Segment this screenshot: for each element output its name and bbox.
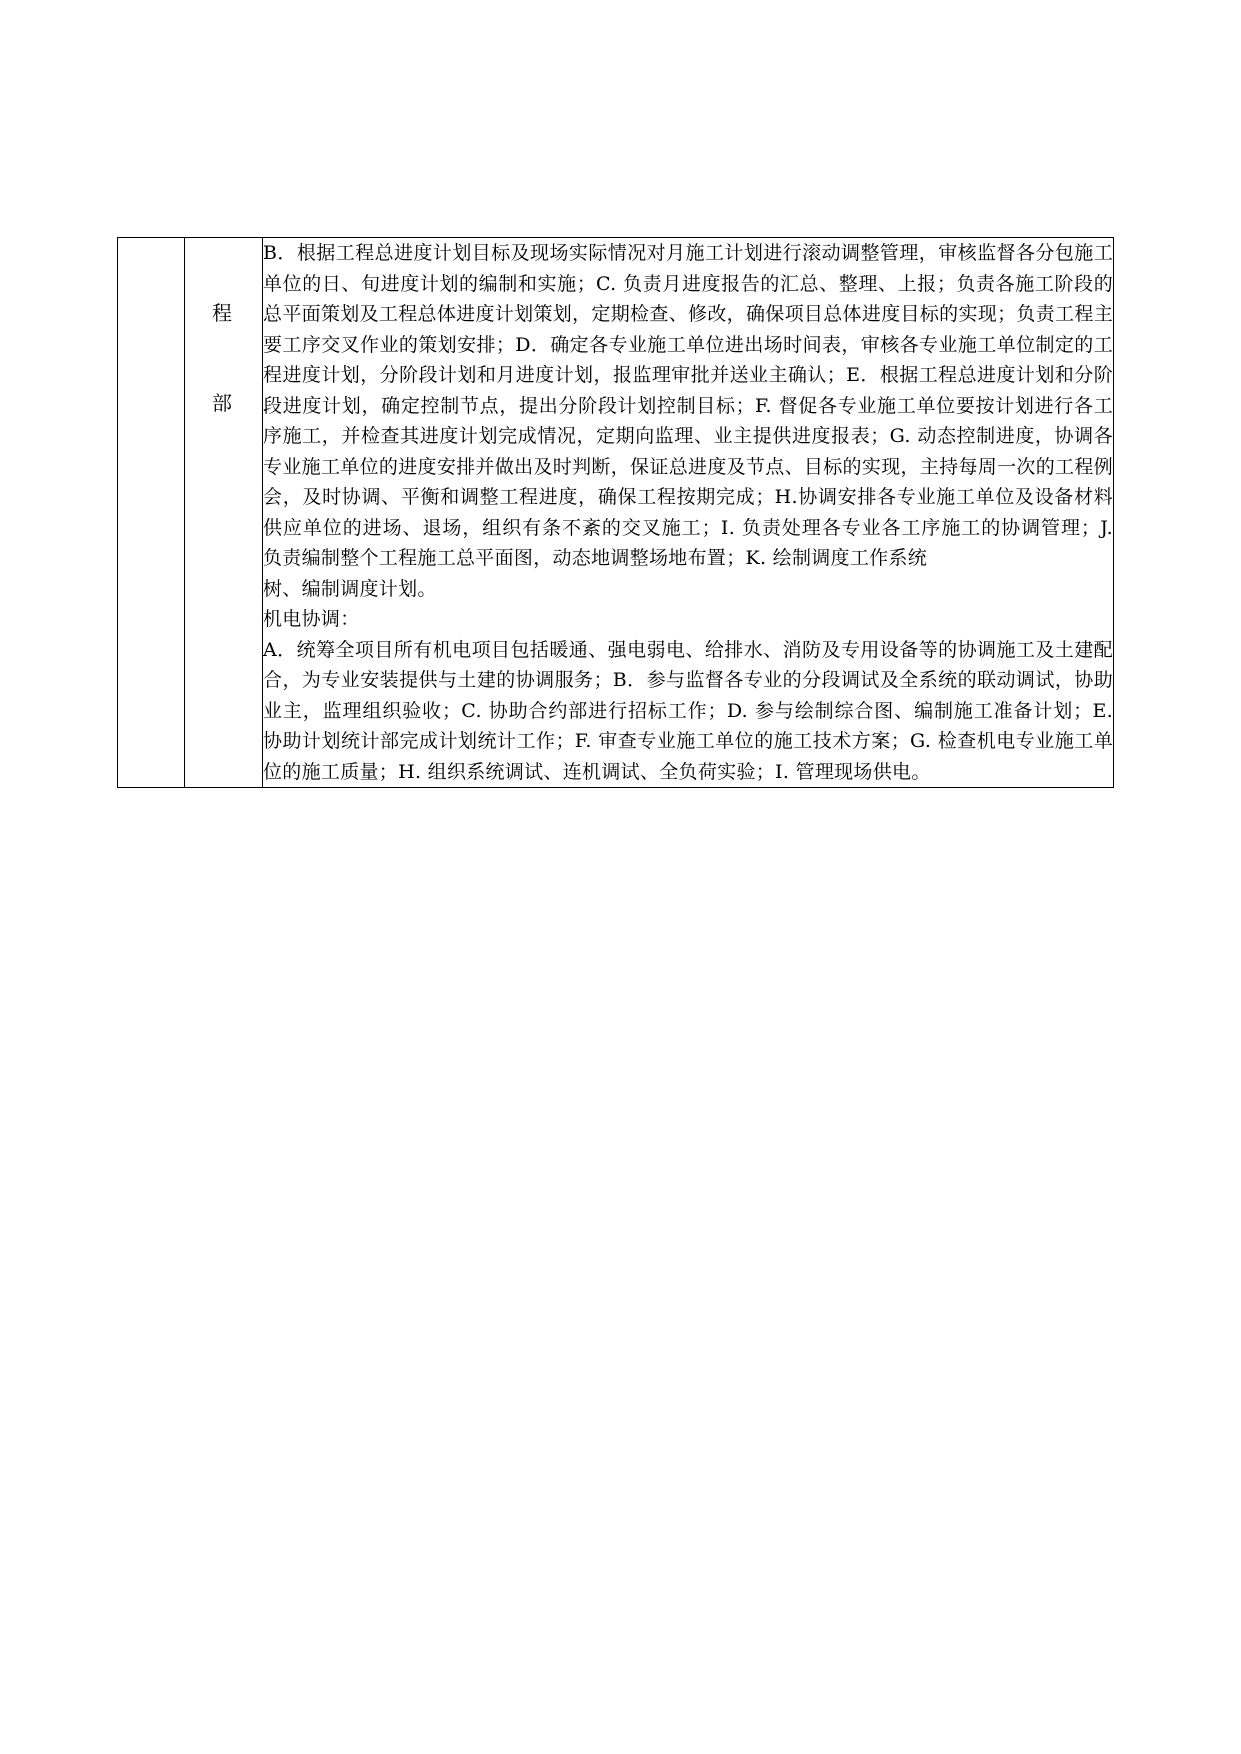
duties-paragraph: A．统筹全项目所有机电项目包括暖通、强电弱电、给排水、消防及专用设备等的协调施工及土建配合，为专业安装提供与土建的协调服务；B．参与监督各专业的分段调试及全系统的联动调试，协助业主，监理组织验收；C. 协助合约部进行招标工作；D. 参与绘制综合图、编制施工准备计划；E. 协助计划统计部完成计划统计工作；F. 审查专业施工单位的施工技术方案；G. 检查机电专业施工单位的施工质量；H. 组织系统调试、连机调试、全负荷实验；I. 管理现场供电。 [263, 638, 1113, 783]
duties-cell [263, 238, 1114, 788]
department-char: 部 [212, 391, 232, 415]
department-char: 程 [212, 301, 232, 325]
responsibility-table [117, 237, 1114, 788]
duties-paragraph: 树、编制调度计划。 [263, 577, 437, 600]
department-cell [185, 238, 263, 788]
blank-cell [118, 238, 185, 788]
table-row [118, 238, 1114, 788]
duties-paragraph: B．根据工程总进度计划目标及现场实际情况对月施工计划进行滚动调整管理，审核监督各分包施工单位的日、旬进度计划的编制和实施；C. 负责月进度报告的汇总、整理、上报；负责各施工阶段的总平面策划及工程总体进度计划策划，定期检查、修改，确保项目总体进度目标的实现；负责工程主要工序交叉作业的策划安排；D．确定各专业施工单位进出场时间表，审核各专业施工单位制定的工程进度计划，分阶段计划和月进度计划，报监理审批并送业主确认；E．根据工程总进度计划和分阶段进度计划，确定控制节点，提出分阶段计划控制目标；F. 督促各专业施工单位要按计划进行各工序施工，并检查其进度计划完成情况，定期向监理、业主提供进度报表；G. 动态控制进度，协调各专业施工单位的进度安排并做出及时判断，保证总进度及节点、目标的实现，主持每周一次的工程例会，及时协调、平衡和调整工程进度，确保工程按期完成；H.协调安排各专业施工单位及设备材料供应单位的进场、退场，组织有条不紊的交叉施工；I. 负责处理各专业各工序施工的协调管理；J. 负责编制整个工程施工总平面图，动态地调整场地布置；K. 绘制调度工作系统 [263, 242, 1113, 569]
section-heading: 机电协调： [263, 608, 360, 630]
